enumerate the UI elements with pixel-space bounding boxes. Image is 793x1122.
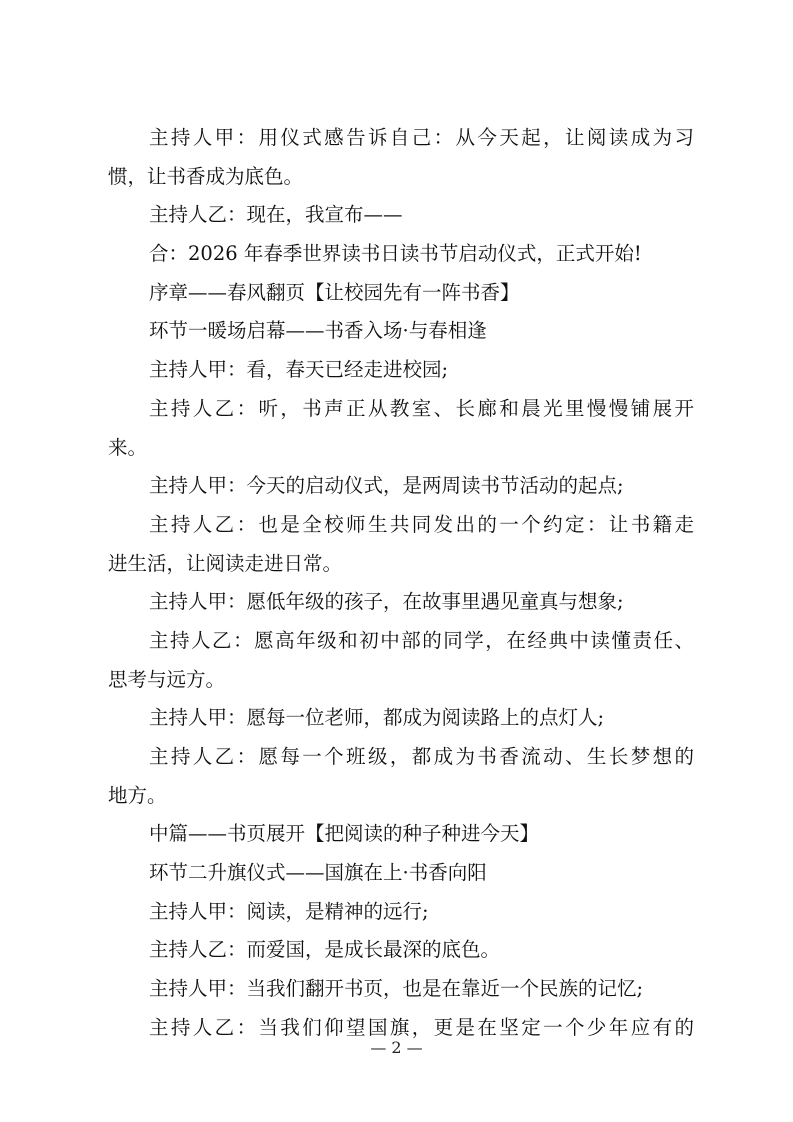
paragraph-line: 主持人甲：愿每一位老师，都成为阅读路上的点灯人; bbox=[149, 706, 605, 730]
paragraph-line: 主持人甲：愿低年级的孩子，在故事里遇见童真与想象; bbox=[149, 590, 624, 614]
paragraph-line: 主持人乙：现在，我宣布—— bbox=[149, 203, 403, 227]
paragraph-line: 主持人乙：愿每一个班级，都成为书香流动、生长梦想的 bbox=[149, 745, 694, 768]
paragraph-line: 来。 bbox=[108, 435, 148, 459]
paragraph-line: 主持人乙：当我们仰望国旗，更是在坚定一个少年应有的 bbox=[149, 1015, 694, 1039]
paragraph-line: 主持人甲：看，春天已经走进校园; bbox=[149, 358, 449, 382]
section-heading: 序章——春风翻页【让校园先有一阵书香】 bbox=[149, 280, 520, 304]
paragraph-line: 思考与远方。 bbox=[108, 667, 226, 691]
subsection-heading: 环节一暖场启幕——书香入场·与春相逢 bbox=[149, 319, 487, 343]
document-body bbox=[108, 119, 694, 1048]
paragraph-line: 主持人乙：听，书声正从教室、长廊和晨光里慢慢铺展开 bbox=[149, 396, 694, 420]
paragraph-line: 合：2026 年春季世界读书日读书节启动仪式，正式开始! bbox=[149, 242, 642, 266]
paragraph-line: 惯，让书香成为底色。 bbox=[108, 164, 304, 188]
paragraph-line: 主持人甲：当我们翻开书页，也是在靠近一个民族的记忆; bbox=[149, 977, 644, 1001]
paragraph-line: 进生活，让阅读走进日常。 bbox=[108, 551, 343, 575]
paragraph-line: 主持人乙：而爱国，是成长最深的底色。 bbox=[149, 938, 501, 962]
paragraph-line: 主持人甲：今天的启动仪式，是两周读书节活动的起点; bbox=[149, 474, 624, 498]
page-number: — 2 — bbox=[370, 1038, 423, 1057]
paragraph-line: 主持人甲：阅读，是精神的远行; bbox=[149, 899, 429, 923]
paragraph-line: 主持人甲：用仪式感告诉自己：从今天起，让阅读成为习 bbox=[149, 126, 694, 149]
section-heading: 中篇——书页展开【把阅读的种子种进今天】 bbox=[149, 822, 540, 846]
paragraph-line: 主持人乙：也是全校师生共同发出的一个约定：让书籍走 bbox=[149, 512, 694, 536]
paragraph-line: 地方。 bbox=[108, 783, 167, 807]
paragraph-line: 主持人乙：愿高年级和初中部的同学，在经典中读懂责任、 bbox=[149, 628, 694, 652]
subsection-heading: 环节二升旗仪式——国旗在上·书香向阳 bbox=[149, 861, 487, 885]
